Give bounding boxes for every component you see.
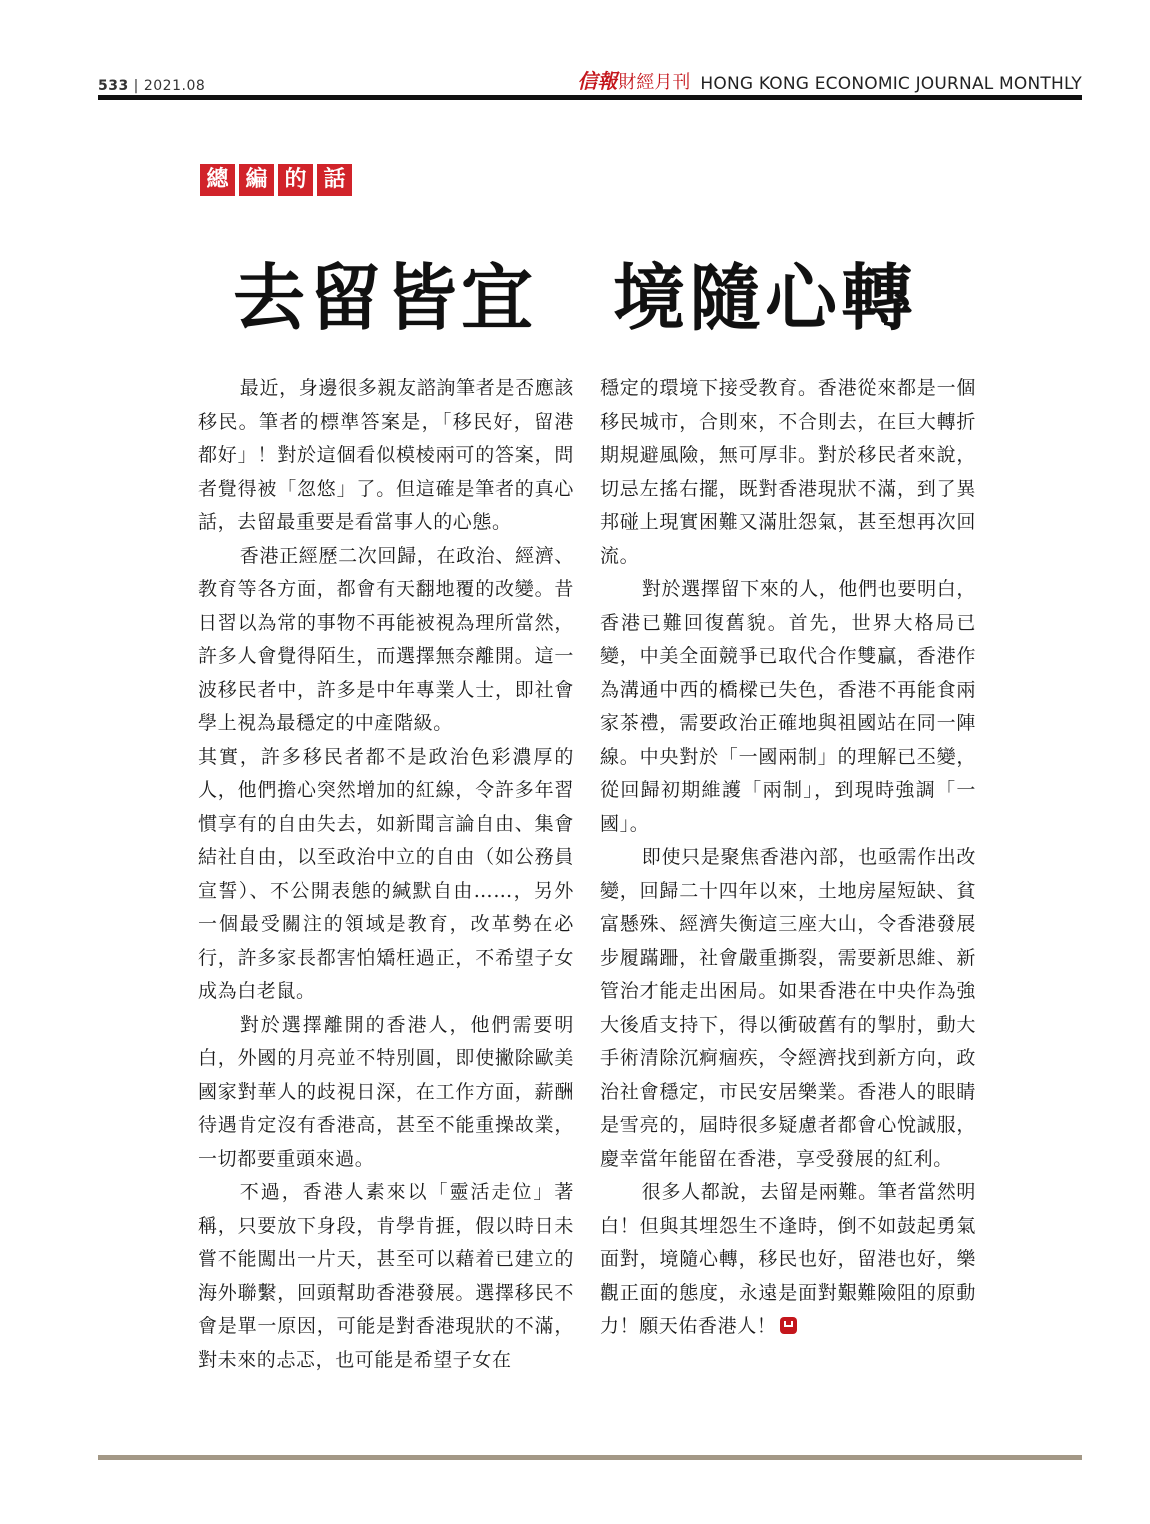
brand-logo: 信報	[577, 69, 618, 93]
page-header	[98, 68, 1082, 94]
issue-info	[98, 78, 205, 94]
column-tag-char: 總	[200, 164, 235, 196]
paragraph: 對於選擇留下來的人，他們也要明白，香港已難回復舊貌。首先，世界大格局已變，中美全面競爭已取代合作雙贏，香港作為溝通中西的橋樑已失色，香港不再能食兩家茶禮，需要政治正確地與祖國站在同一陣線。中央對於「一國兩制」的理解已丕變，從回歸初期維護「兩制」，到現時強調「一國」。	[600, 578, 976, 835]
paragraph: 即使只是聚焦香港內部，也亟需作出改變，回歸二十四年以來，土地房屋短缺、貧富懸殊、經濟失衡這三座大山，令香港發展步履蹣跚，社會嚴重撕裂，需要新思維、新管治才能走出困局。如果香港在中央作為強大後盾支持下，得以衝破舊有的掣肘，動大手術清除沉痾痼疾，令經濟找到新方向，政治社會穩定，市民安居樂業。香港人的眼睛是雪亮的，屆時很多疑慮者都會心悅誠服，慶幸當年能留在香港，享受發展的紅利。	[600, 846, 976, 1170]
issue-separator: |	[128, 78, 144, 94]
article-column-right	[600, 372, 976, 1344]
brand-english-name: HONG KONG ECONOMIC JOURNAL MONTHLY	[700, 74, 1082, 94]
brand-end-mark-icon	[780, 1317, 797, 1334]
brand-subtitle: 財經月刊	[618, 72, 691, 93]
paragraph: 對於選擇離開的香港人，他們需要明白，外國的月亮並不特別圓，即使撇除歐美國家對華人的歧視日深，在工作方面，薪酬待遇肯定沒有香港高，甚至不能重操故業，一切都要重頭來過。	[198, 1013, 574, 1170]
article-column-left	[198, 372, 574, 1377]
column-tag-char: 的	[278, 164, 313, 196]
footer-divider	[98, 1455, 1082, 1460]
column-tag	[200, 164, 352, 196]
paragraph: 不過，香港人素來以「靈活走位」著稱，只要放下身段，肯學肯捱，假以時日未嘗不能闖出一片天，甚至可以藉着已建立的海外聯繫，回頭幫助香港發展。選擇移民不會是單一原因，可能是對香港現狀的不滿，對未來的忐忑，也可能是希望子女在	[198, 1181, 574, 1371]
paragraph: 其實，許多移民者都不是政治色彩濃厚的人，他們擔心突然增加的紅線，令許多年習慣享有的自由失去，如新聞言論自由、集會結社自由，以至政治中立的自由（如公務員宣誓）、不公開表態的緘默自由……，另外一個最受關注的領域是教育，改革勢在必行，許多家長都害怕矯枉過正，不希望子女成為白老鼠。	[198, 745, 574, 1002]
issue-number: 533	[98, 78, 129, 94]
paragraph: 最近，身邊很多親友諮詢筆者是否應該移民。筆者的標準答案是，「移民好，留港都好」！對於這個看似模棱兩可的答案，問者覺得被「忽悠」了。但這確是筆者的真心話，去留最重要是看當事人的心態。	[198, 377, 574, 533]
column-tag-char: 編	[239, 164, 274, 196]
article-title: 去留皆宜 境隨心轉	[232, 256, 917, 340]
issue-date: 2021.08	[143, 78, 206, 94]
paragraph: 穩定的環境下接受教育。香港從來都是一個移民城市，合則來，不合則去，在巨大轉折期規避風險，無可厚非。對於移民者來說，切忌左搖右擺，既對香港現狀不滿，到了異邦碰上現實困難又滿肚怨氣，甚至想再次回流。	[600, 377, 976, 567]
paragraph-final	[600, 1176, 976, 1344]
paragraph: 香港正經歷二次回歸，在政治、經濟、教育等各方面，都會有天翻地覆的改變。昔日習以為常的事物不再能被視為理所當然，許多人會覺得陌生，而選擇無奈離開。這一波移民者中，許多是中年專業人士，即社會學上視為最穩定的中產階級。	[198, 544, 574, 734]
column-tag-char: 話	[317, 164, 352, 196]
paragraph-text: 很多人都說，去留是兩難。筆者當然明白！但與其埋怨生不逢時，倒不如鼓起勇氣面對，境隨心轉，移民也好，留港也好，樂觀正面的態度，永遠是面對艱難險阻的原動力！願天佑香港人！	[600, 1181, 976, 1337]
header-divider	[98, 95, 1082, 100]
masthead	[577, 65, 1082, 94]
